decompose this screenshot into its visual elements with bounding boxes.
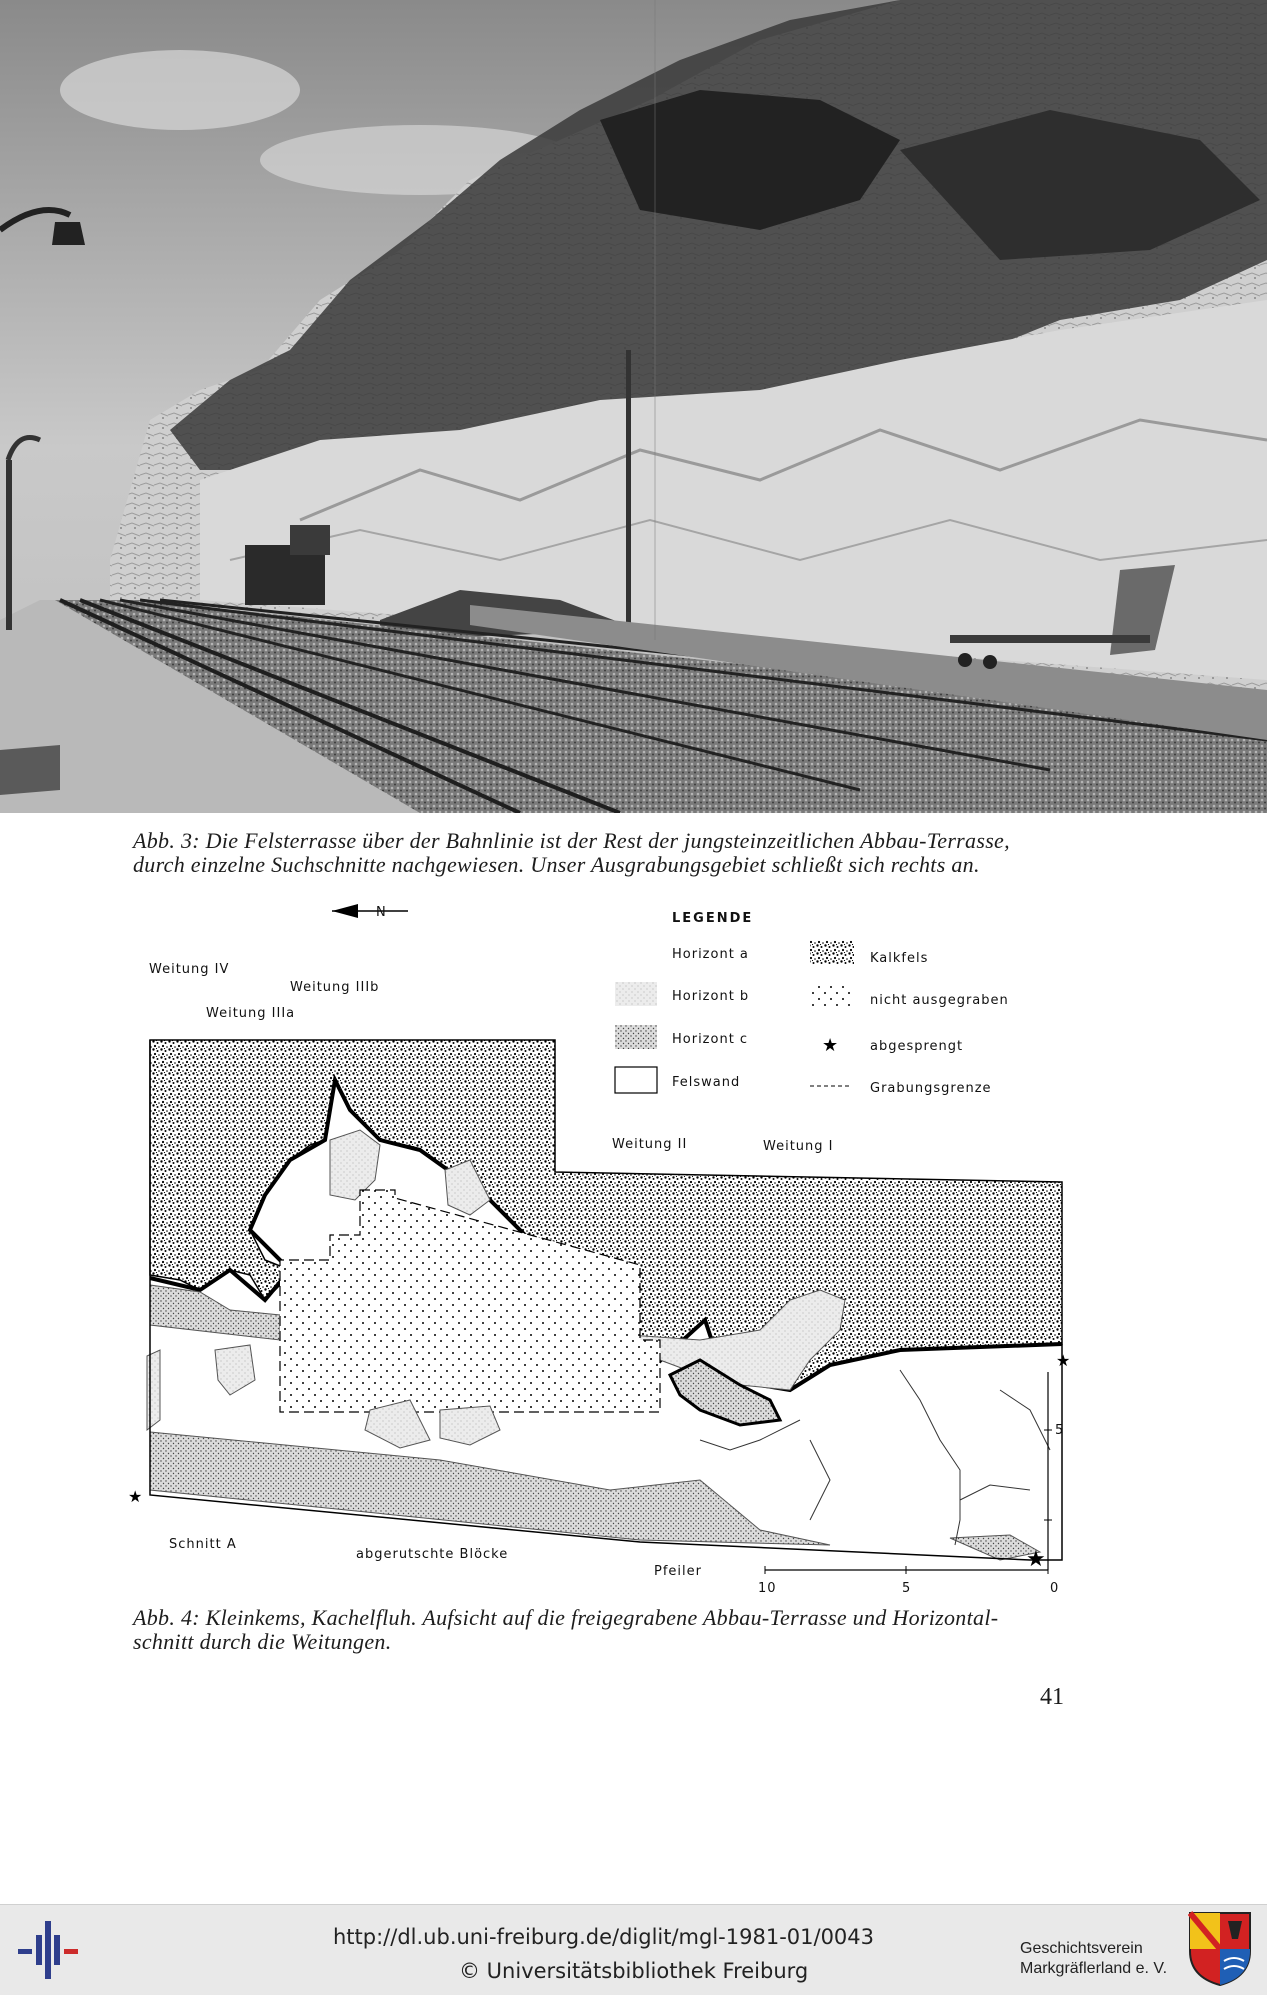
- star-icon: ★: [822, 1035, 839, 1056]
- scale-tick-10: 10: [758, 1581, 777, 1596]
- railway-cliff-photo: [0, 0, 1267, 813]
- svg-text:★: ★: [128, 1487, 143, 1506]
- label-weitung-iv: Weitung IV: [149, 962, 230, 977]
- legend-swatch-horizont-c: [615, 1025, 657, 1049]
- scale-vertical-tick-5: 5: [1055, 1423, 1065, 1438]
- legend-horizont-a: Horizont a: [672, 947, 749, 962]
- legend-horizont-c: Horizont c: [672, 1032, 749, 1047]
- figure4-caption-line2: schnitt durch die Weitungen.: [133, 1629, 392, 1654]
- legend-abgesprengt: abgesprengt: [870, 1039, 964, 1054]
- society-name: [1020, 1939, 1167, 1979]
- label-abgerutschte-bloecke: abgerutschte Blöcke: [356, 1547, 509, 1562]
- legend-felswand: Felswand: [672, 1075, 741, 1090]
- legend-swatch-felswand: [615, 1067, 657, 1093]
- excavation-plan-drawing: [128, 1040, 1070, 1572]
- legend-grabungsgrenze: Grabungsgrenze: [870, 1081, 992, 1096]
- figure3-caption-line2: durch einzelne Suchschnitte nachgewiesen. Unser Ausgrabungsgebiet schließt sich rechts an.: [133, 852, 980, 877]
- library-logo-icon: [18, 1921, 80, 1979]
- label-schnitt-a: Schnitt A: [169, 1537, 237, 1552]
- svg-text:★: ★: [1026, 1547, 1046, 1572]
- legend-kalkfels: Kalkfels: [870, 951, 929, 966]
- scale-tick-5: 5: [902, 1581, 912, 1596]
- scale-tick-0: 0: [1050, 1581, 1060, 1596]
- figure3-caption-line1: Abb. 3: Die Felsterrasse über der Bahnlinie ist der Rest der jungsteinzeitlichen Abbau-Terrasse,: [133, 828, 1010, 853]
- label-weitung-iiia: Weitung IIIa: [206, 1006, 296, 1021]
- legend-nicht-ausgegraben: nicht ausgegraben: [870, 993, 1009, 1008]
- label-weitung-iiib: Weitung IIIb: [290, 980, 380, 995]
- north-label: N: [376, 905, 387, 920]
- north-arrow-icon: [332, 904, 408, 918]
- svg-text:★: ★: [1056, 1351, 1071, 1370]
- society-name-line2: Markgräflerland e. V.: [1020, 1960, 1168, 1977]
- label-weitung-ii: Weitung II: [612, 1137, 688, 1152]
- figure3-caption: [133, 829, 1073, 877]
- label-weitung-i: Weitung I: [763, 1139, 834, 1154]
- excavation-plan-figure: [0, 880, 1267, 1600]
- legend-horizont-b: Horizont b: [672, 989, 750, 1004]
- coat-of-arms-icon: [1188, 1911, 1252, 1987]
- footer-bar: [0, 1904, 1267, 1995]
- legend-swatch-nicht-ausgegraben: [810, 985, 854, 1007]
- society-name-line1: Geschichtsverein: [1020, 1940, 1143, 1957]
- legend-swatch-horizont-b: [615, 982, 657, 1006]
- document-url-link[interactable]: http://dl.ub.uni-freiburg.de/diglit/mgl-1981-01/0043: [333, 1925, 875, 1949]
- copyright-text: © Universitätsbibliothek Freiburg: [459, 1959, 809, 1983]
- figure4-caption: [133, 1606, 1073, 1654]
- label-pfeiler: Pfeiler: [654, 1564, 702, 1579]
- legend-title: LEGENDE: [672, 911, 754, 926]
- figure4-caption-line1: Abb. 4: Kleinkems, Kachelfluh. Aufsicht auf die freigegrabene Abbau-Terrasse und Horizontal-: [133, 1605, 999, 1630]
- page-number: 41: [1040, 1684, 1064, 1710]
- legend-swatch-kalkfels: [810, 940, 854, 964]
